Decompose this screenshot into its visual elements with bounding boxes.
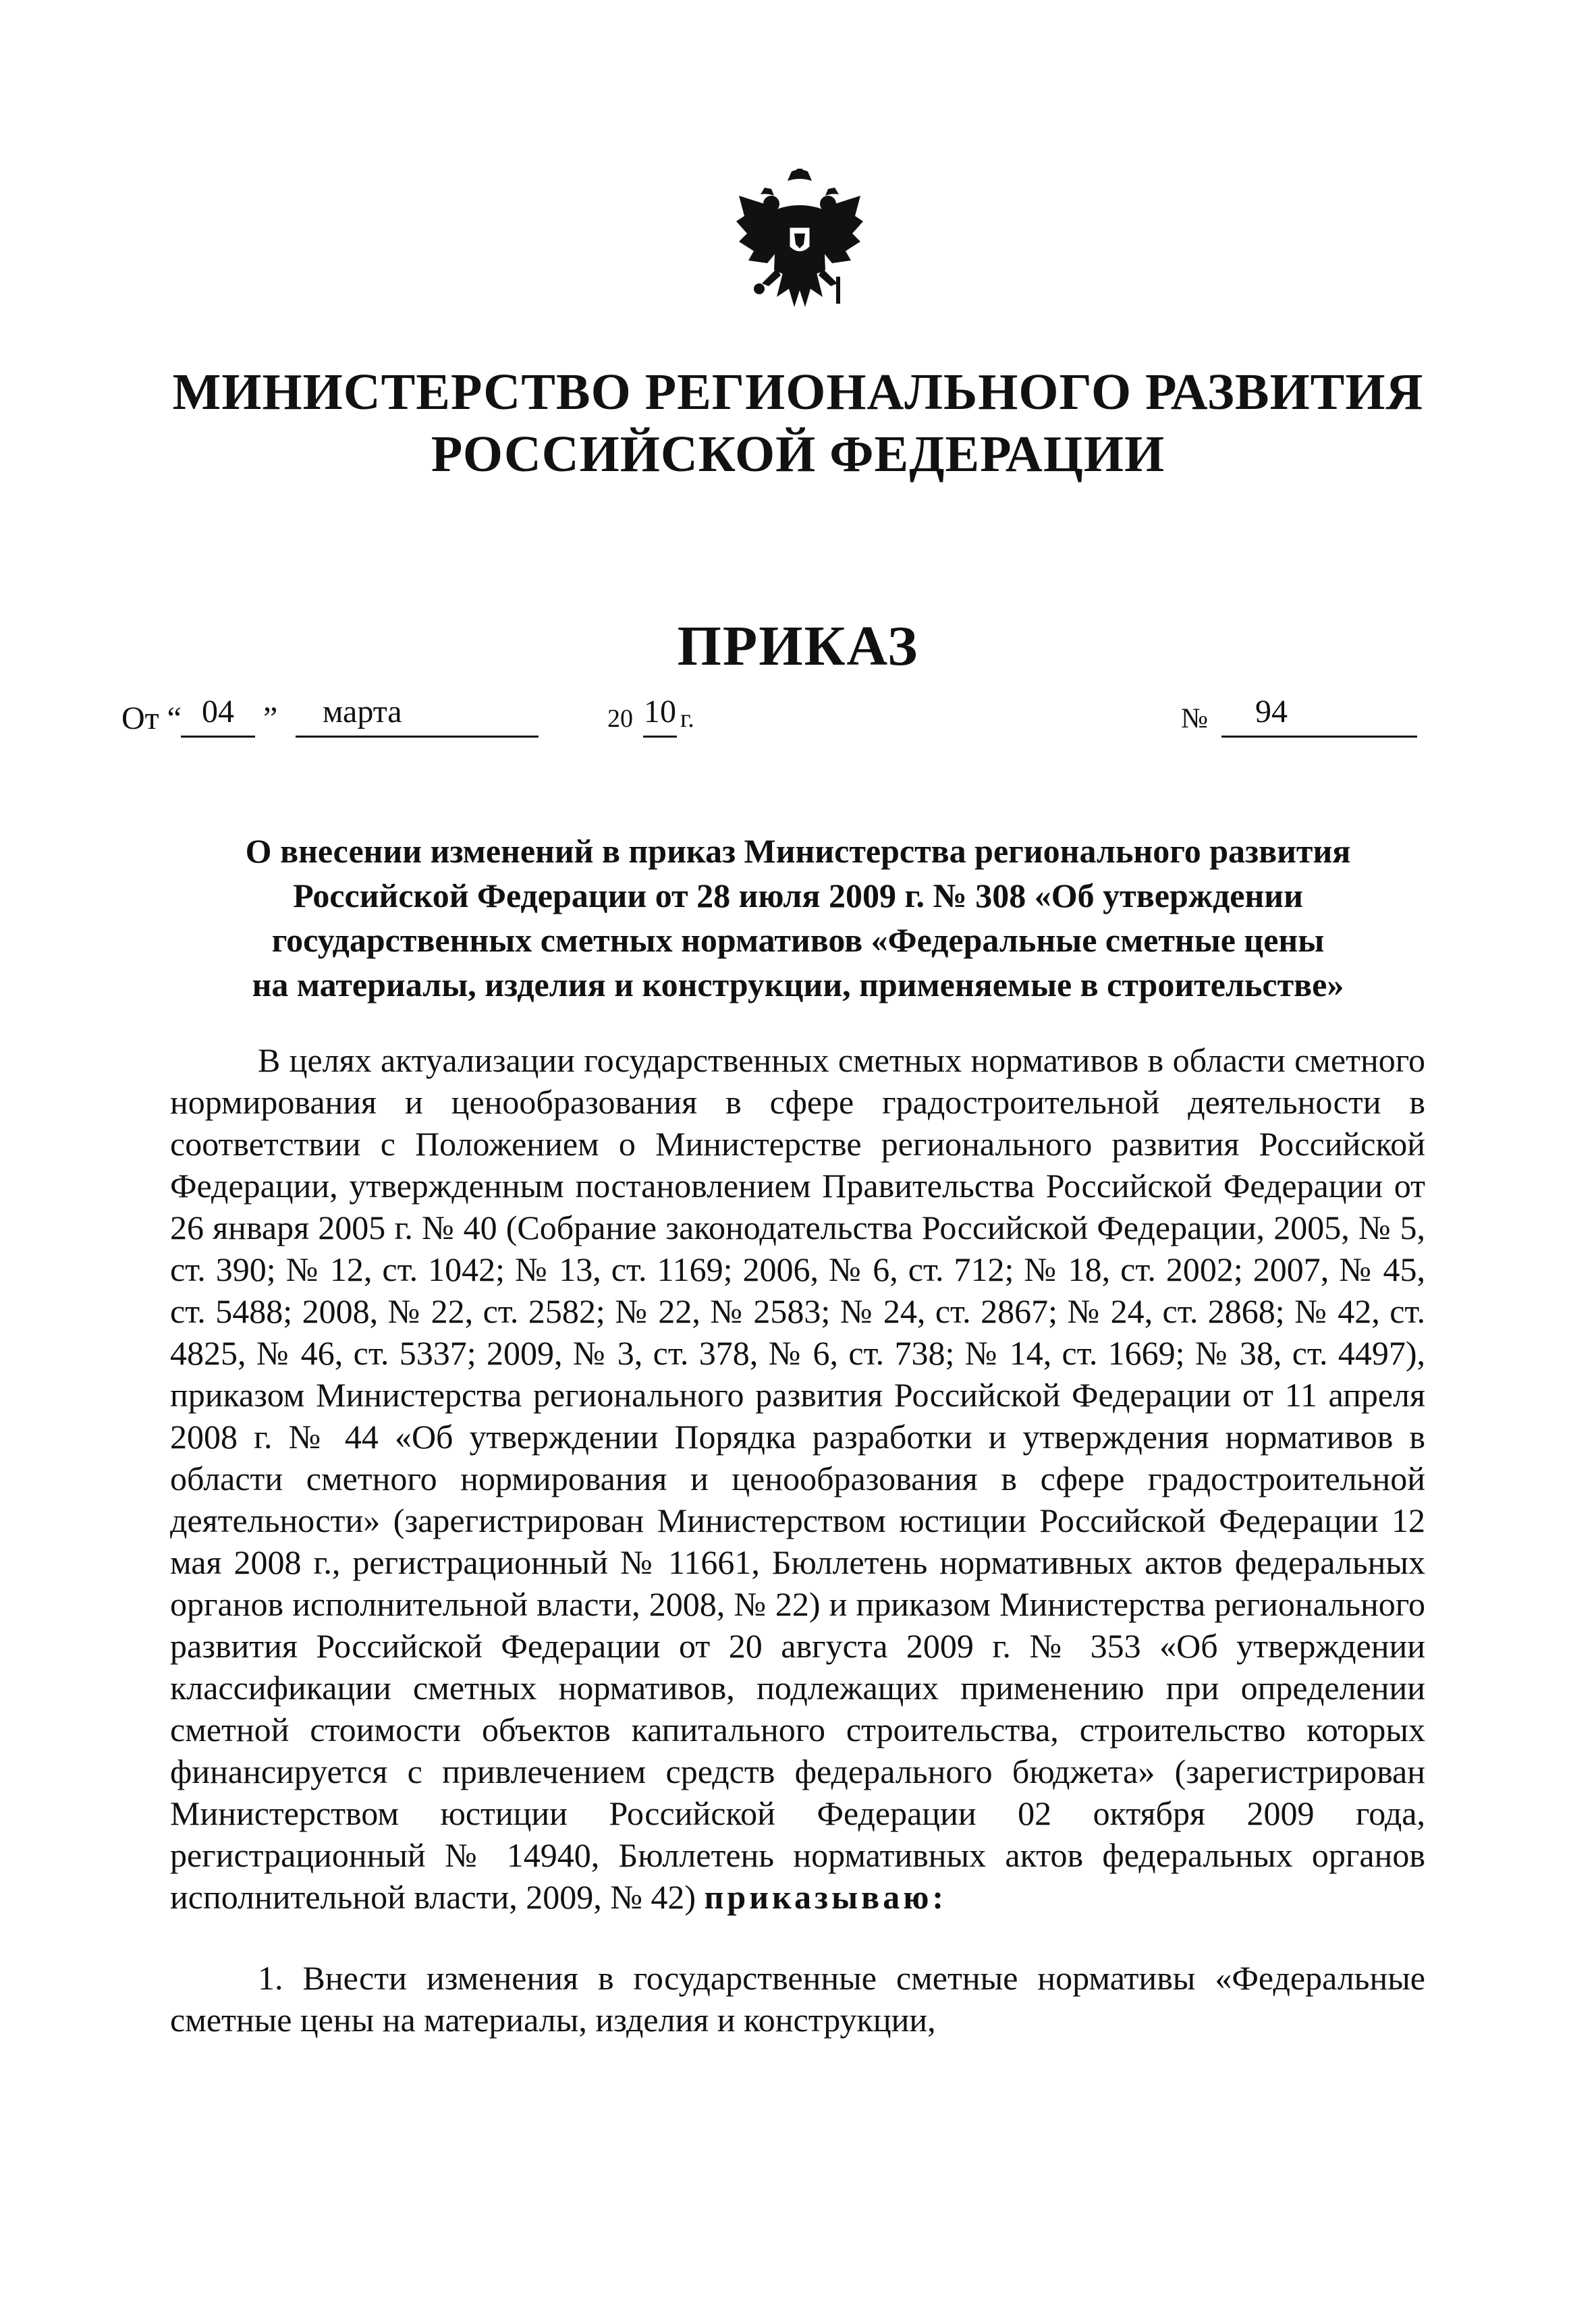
order-month: марта bbox=[296, 688, 539, 738]
ministry-name-line2: РОССИЙСКОЙ ФЕДЕРАЦИИ bbox=[431, 426, 1165, 483]
date-prefix: От “ bbox=[121, 700, 182, 736]
order-item-1: 1. Внести изменения в государственные сметные нормативы «Федеральные сметные цены на материалы, изделия и конструкции, bbox=[170, 1959, 1425, 2039]
order-heading bbox=[162, 829, 1434, 1007]
command-word: приказываю: bbox=[704, 1878, 947, 1916]
heading-line3: государственных сметных нормативов «Федеральные сметные цены bbox=[271, 921, 1325, 959]
order-date-line bbox=[121, 688, 1417, 749]
order-year-mark: г. bbox=[680, 705, 694, 733]
order-day: 04 bbox=[181, 688, 255, 738]
order-year-suffix: 10 bbox=[643, 688, 677, 738]
heading-line4: на материалы, изделия и конструкции, применяемые в строительстве» bbox=[252, 966, 1344, 1003]
preamble-paragraph bbox=[170, 1039, 1425, 1918]
preamble-text: В целях актуализации государственных сметных нормативов в области сметного нормирования и ценообразования в сфере градостроительной деятельности в соответствии с Положением о Министерстве регионального развития Российской Федерации, утвержденным постановлением Правительства Российской Федерации от 26 января 2005 г. № 40 (Собрание законодательства Российской Федерации, 2005, № 5, ст. 390; № 12, ст. 1042; № 13, ст. 1169; 2006, № 6, ст. 712; № 18, ст. 2002; 2007, № 45, ст. 5488; 2008, № 22, ст. 2582; № 22, № 2583; № 24, ст. 2867; № 24, ст. 2868; № 42, ст. 4825, № 46, ст. 5337; 2009, № 3, ст. 378, № 6, ст. 738; № 14, ст. 1669; № 38, ст. 4497), приказом Министерства регионального развития Российской Федерации от 11 апреля 2008 г. № 44 «Об утверждении Порядка разработки и утверждения нормативов в области сметного нормирования и ценообразования в сфере градостроительной деятельности» (зарегистрирован Министерством юстиции Российской Федерации 12 мая 2008 г., регистрационный № 11661, Бюллетень нормативных актов федеральных органов исполнительной власти, 2008, № 22) и приказом Министерства регионального развития Российской Федерации от 20 августа 2009 г. № 353 «Об утверждении классификации сметных нормативов, подлежащих применению при определении сметной стоимости объектов капитального строительства, строительство которых финансируется с привлечением средств федерального бюджета» (зарегистрирован Министерством юстиции Российской Федерации 02 октября 2009 года, регистрационный № 14940, Бюллетень нормативных актов федеральных органов исполнительной власти, 2009, № 42) bbox=[170, 1041, 1425, 1916]
date-day-close: ” bbox=[263, 700, 278, 736]
order-number-label: № bbox=[1181, 703, 1209, 734]
heading-line1: О внесении изменений в приказ Министерства регионального развития bbox=[245, 832, 1351, 870]
ministry-name bbox=[0, 361, 1596, 485]
order-year-prefix: 20 bbox=[607, 705, 633, 733]
coat-of-arms-emblem bbox=[732, 169, 867, 324]
order-body bbox=[170, 1039, 1425, 2041]
order-number: 94 bbox=[1221, 688, 1417, 738]
ministry-name-line1: МИНИСТЕРСТВО РЕГИОНАЛЬНОГО РАЗВИТИЯ bbox=[172, 364, 1424, 420]
heading-line2: Российской Федерации от 28 июля 2009 г. № 308 «Об утверждении bbox=[293, 877, 1303, 914]
order-title: ПРИКАЗ bbox=[677, 615, 919, 678]
